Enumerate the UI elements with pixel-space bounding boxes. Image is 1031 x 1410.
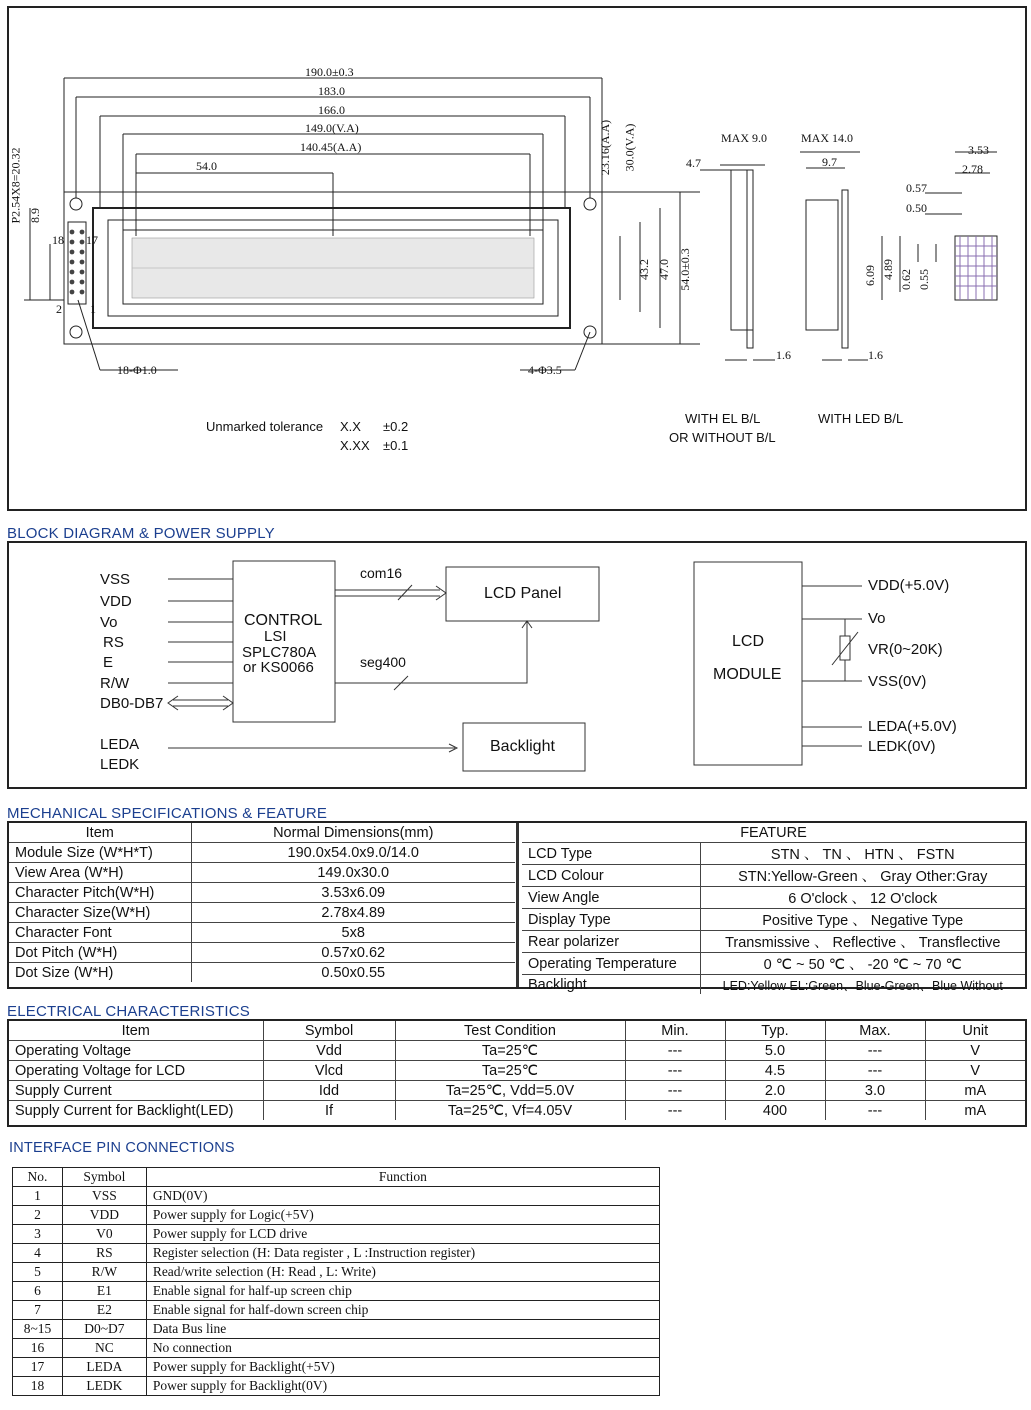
dim-value: 0.50x0.55 [321,964,386,981]
elec-cell: Ta=25℃, Vf=4.05V [395,1101,625,1121]
dim-3-53: 3.53 [968,143,989,157]
pin-no: 17 [13,1358,63,1377]
pin-label-1: 1 [90,302,96,316]
dim-1-6-led: 1.6 [868,348,883,362]
table-row [9,1061,1025,1081]
pin-e: E [103,654,114,671]
elec-header: Unit [925,1021,1025,1041]
pin-no: 7 [13,1301,63,1320]
elec-cell: --- [625,1061,725,1081]
dim-max-9: MAX 9.0 [721,131,768,145]
table-row [522,931,1025,953]
vss-right: VSS(0V) [868,673,927,690]
table-row [13,1282,660,1301]
elec-cell: mA [964,1102,987,1119]
dim-8-9: 8.9 [28,208,42,223]
electrical-header-row [9,1021,1025,1041]
pin-no: 8~15 [13,1320,63,1339]
elec-cell: 2.0 [725,1081,825,1101]
table-row [13,1263,660,1282]
elec-cell: Ta=25℃ [395,1061,625,1081]
table-row [522,843,1025,865]
control-line-1: CONTROL [244,612,323,629]
elec-cell: --- [625,1081,725,1101]
dim-47: 47.0 [657,259,671,280]
dim-0-50: 0.50 [906,201,927,215]
dim-30: 30.0(V.A) [622,123,637,172]
elec-header: Test Condition [395,1021,625,1041]
elec-cell: --- [625,1041,725,1061]
pin-symbol: D0~D7 [62,1320,146,1339]
feature-value: 6 O'clock 、 12 O'clock [700,887,1025,909]
pin-function: Enable signal for half-down screen chip [146,1301,659,1320]
table-row [13,1206,660,1225]
elec-header: Symbol [263,1021,395,1041]
com-label: com16 [360,565,403,581]
dim-54: 54.0 [196,159,217,173]
caption-led: WITH LED B/L [818,411,904,426]
feature-header: FEATURE [522,823,1025,843]
pin-header: No. [13,1168,63,1187]
elec-cell: If [263,1101,395,1121]
table-row [9,963,515,983]
feature-item: Rear polarizer [522,931,700,953]
dim-54-tol: 54.0±0.3 [677,248,692,291]
pin-no: 1 [13,1187,63,1206]
table-row [13,1339,660,1358]
dim-0-62: 0.62 [899,269,913,290]
dim-value: 5x8 [191,923,515,943]
module-line-2: MODULE [713,666,782,683]
pin-function: Power supply for Backlight(+5V) [146,1358,659,1377]
pin-symbol: NC [62,1339,146,1358]
table-row [9,843,515,863]
elec-cell: V [925,1061,1025,1081]
pin-no: 4 [13,1244,63,1263]
dim-2-78: 2.78 [962,162,983,176]
dim-166: 166.0 [318,103,345,117]
pin-function: No connection [146,1339,659,1358]
pin-symbol: RS [62,1244,146,1263]
elec-cell: Operating Voltage for LCD [9,1061,263,1081]
dim-value: 190.0x54.0x9.0/14.0 [191,843,515,863]
dim-holes-18: 18-Φ1.0 [117,363,157,377]
dim-pitch: P2.54X8=20.32 [8,147,23,224]
dim-0-55: 0.55 [917,269,931,290]
tolerance-format-2: X.XX [340,438,370,453]
table-row [13,1377,660,1396]
dim-item: View Area (W*H) [9,863,191,883]
table-row [522,909,1025,931]
elec-cell: --- [625,1101,725,1121]
pin-vdd: VDD [100,593,132,610]
table-row [13,1358,660,1377]
pin-function: GND(0V) [146,1187,659,1206]
elec-cell: Idd [263,1081,395,1101]
dim-item: Character Pitch(W*H) [9,883,191,903]
feature-value: Positive Type 、 Negative Type [700,909,1025,931]
pin-symbol: V0 [62,1225,146,1244]
pin-function: Power supply for LCD drive [146,1225,659,1244]
table-row [13,1244,660,1263]
dim-4-89: 4.89 [881,259,895,280]
elec-cell: Supply Current for Backlight(LED) [9,1101,263,1121]
dim-value: 3.53x6.09 [191,883,515,903]
dim-item: Dot Size (W*H) [9,963,191,983]
elec-header: Typ. [725,1021,825,1041]
caption-el-line-1: WITH EL B/L [685,411,761,426]
elec-cell: mA [925,1081,1025,1101]
control-line-2: LSI [264,628,287,645]
pin-vo: Vo [100,614,118,631]
table-row [9,1101,1025,1121]
table-row [522,865,1025,887]
feature-value: 0 ℃ ~ 50 ℃ 、 -20 ℃ ~ 70 ℃ [700,953,1025,975]
feature-item: Operating Temperature [522,953,700,975]
block-diagram-title: BLOCK DIAGRAM & POWER SUPPLY [7,525,275,542]
table-row [9,943,515,963]
pin-no: 5 [13,1263,63,1282]
pin-function: Enable signal for half-up screen chip [146,1282,659,1301]
table-row [522,975,1025,995]
vr-right: VR(0~20K) [868,641,943,658]
pin-table [12,1167,660,1396]
feature-item: LCD Type [522,843,700,865]
dim-190: 190.0±0.3 [305,65,354,79]
table-row [13,1187,660,1206]
pin-no: 2 [13,1206,63,1225]
dim-23-16: 23.16(A.A) [598,119,613,176]
dim-header-item: Item [9,823,191,843]
table-row [9,923,515,943]
elec-header: Max. [825,1021,925,1041]
pin-header-row [13,1168,660,1187]
control-line-4: or KS0066 [243,659,314,676]
elec-cell: Operating Voltage [9,1041,263,1061]
pin-rw: R/W [100,675,130,692]
dim-item: Module Size (W*H*T) [9,843,191,863]
tolerance-format-1: X.X [340,419,361,434]
leda-left: LEDA [100,736,140,753]
dim-value: 0.57x0.62 [191,943,515,963]
pin-symbol: R/W [62,1263,146,1282]
table-row [9,903,515,923]
tolerance-value-1: ±0.2 [383,419,409,434]
mech-spec-title: MECHANICAL SPECIFICATIONS & FEATURE [7,805,328,822]
ledk-right: LEDK(0V) [868,738,936,755]
ledk-left: LEDK [100,756,140,773]
feature-item: LCD Colour [522,865,700,887]
elec-cell: 3.0 [825,1081,925,1101]
dim-item: Character Font [9,923,191,943]
vo-right: Vo [868,610,886,627]
dim-43-2: 43.2 [637,259,651,280]
elec-cell: Ta=25℃, Vdd=5.0V [395,1081,625,1101]
feature-item: Display Type [522,909,700,931]
pin-symbol: E2 [62,1301,146,1320]
leda-right: LEDA(+5.0V) [868,718,957,735]
pin-function: Data Bus line [146,1320,659,1339]
pin-function: Power supply for Logic(+5V) [146,1206,659,1225]
spec-divider [516,823,519,987]
control-line-3: SPLC780A [242,644,317,661]
elec-cell: --- [825,1101,925,1121]
elec-cell: Vdd [263,1041,395,1061]
feature-value: Transmissive 、 Reflective 、 Transflective [700,931,1025,953]
dim-value: 149.0x30.0 [191,863,515,883]
table-row [9,883,515,903]
feature-table [522,823,1025,994]
pin-db: DB0-DB7 [100,695,164,712]
pin-symbol: LEDK [62,1377,146,1396]
tolerance-label: Unmarked tolerance [206,419,324,434]
pin-symbol: LEDA [62,1358,146,1377]
elec-cell: 5.0 [725,1041,825,1061]
dim-149: 149.0(V.A) [305,121,359,135]
pin-no: 3 [13,1225,63,1244]
table-row [522,887,1025,909]
seg-label: seg400 [360,654,406,670]
pin-header: Symbol [62,1168,146,1187]
table-row [13,1320,660,1339]
backlight-label: Backlight [490,738,555,755]
elec-cell: V [925,1041,1025,1061]
pin-symbol: VSS [62,1187,146,1206]
pin-connections-title: INTERFACE PIN CONNECTIONS [9,1140,235,1156]
feature-value: LED:Yellow EL:Green、Blue-Green、Blue Without [722,978,1003,993]
table-row [9,1081,1025,1101]
dim-1-6-el: 1.6 [776,348,791,362]
table-row [13,1301,660,1320]
pin-no: 16 [13,1339,63,1358]
pin-function: Power supply for Backlight(0V) [146,1377,659,1396]
dim-4-7: 4.7 [686,156,701,170]
elec-header: Min. [625,1021,725,1041]
pin-label-17: 17 [86,233,98,247]
dim-140: 140.45(A.A) [300,140,362,154]
pin-label-18: 18 [52,233,64,247]
electrical-table [9,1021,1025,1120]
pin-vss: VSS [100,571,131,588]
pin-header: Function [146,1168,659,1187]
pin-no: 18 [13,1377,63,1396]
dim-6-09: 6.09 [863,265,877,286]
table-row [9,1041,1025,1061]
pin-rs: RS [103,634,124,651]
dim-max-14: MAX 14.0 [801,131,854,145]
elec-cell: Vlcd [263,1061,395,1081]
feature-value: STN:Yellow-Green 、 Gray Other:Gray [700,865,1025,887]
feature-item: Backlight [522,975,700,995]
dim-item: Character Size(W*H) [9,903,191,923]
module-line-1: LCD [732,633,765,650]
dim-holes-4: 4-Φ3.5 [528,363,562,377]
pin-no: 6 [13,1282,63,1301]
elec-cell: 400 [725,1101,825,1121]
pin-function: Register selection (H: Data register , L :Instruction register) [146,1244,659,1263]
elec-cell: 4.5 [725,1061,825,1081]
table-row [9,863,515,883]
dim-183: 183.0 [318,84,345,98]
vdd-right: VDD(+5.0V) [868,577,950,594]
pin-symbol: VDD [62,1206,146,1225]
dim-9-7: 9.7 [822,155,837,169]
caption-el-line-2: OR WITHOUT B/L [669,430,776,445]
elec-cell: Ta=25℃ [395,1041,625,1061]
electrical-title: ELECTRICAL CHARACTERISTICS [7,1003,251,1020]
pin-function: Read/write selection (H: Read , L: Write) [146,1263,659,1282]
feature-value: STN 、 TN 、 HTN 、 FSTN [700,843,1025,865]
dimension-table [9,823,515,982]
pin-label-2: 2 [56,302,62,316]
dim-0-57: 0.57 [906,181,927,195]
feature-item: View Angle [522,887,700,909]
dim-header-value: Normal Dimensions(mm) [191,823,515,843]
table-row [522,953,1025,975]
table-row [13,1225,660,1244]
elec-header: Item [9,1021,263,1041]
lcd-panel-label: LCD Panel [484,585,562,602]
elec-cell: --- [825,1061,925,1081]
dim-item: Dot Pitch (W*H) [9,943,191,963]
elec-cell: --- [825,1041,925,1061]
dim-value: 2.78x4.89 [191,903,515,923]
tolerance-value-2: ±0.1 [383,438,409,453]
pin-symbol: E1 [62,1282,146,1301]
elec-cell: Supply Current [9,1081,263,1101]
